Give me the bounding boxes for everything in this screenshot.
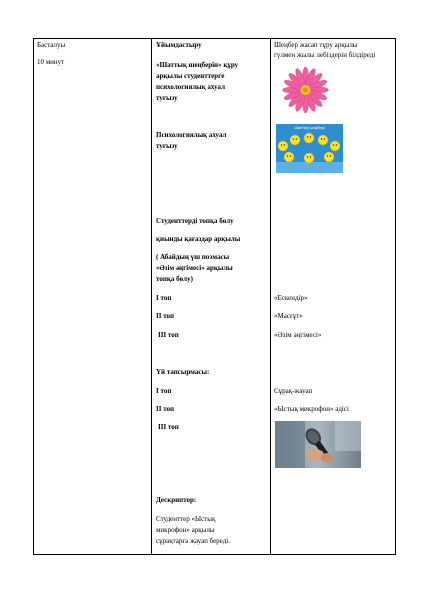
descriptor-text-3: сұрақтарға жауап береді. — [156, 537, 230, 545]
poem-name-3: «Әзім әңгімесі» — [274, 331, 322, 339]
circle-description-1: Шеңбер жасап тұру арқылы — [274, 41, 358, 49]
column-divider-2 — [270, 39, 271, 554]
descriptor-text-2: микрофон» арқылы — [156, 526, 215, 534]
stage-label: Басталуы — [37, 41, 66, 49]
microphone-photo — [275, 421, 361, 468]
flower-icon — [281, 66, 330, 114]
poem-text-1: ( Абайдың үш поэмасы — [156, 253, 230, 261]
homework-heading: Үй тапсырмасы: — [156, 368, 210, 376]
column-divider-1 — [151, 39, 152, 554]
group-3: III топ — [158, 331, 179, 339]
flower-image — [281, 66, 330, 114]
duration-label: 10 минут — [37, 58, 65, 66]
homework-group-2: II топ — [156, 405, 175, 413]
circle-description-2: гүлмен жылы лебіздерін білдіреді — [274, 51, 376, 59]
organization-heading: Ұйымдастыру — [156, 41, 202, 49]
microphone-icon — [275, 421, 361, 468]
groups-method: қиынды қағаздар арқылы — [156, 235, 241, 243]
circle-text-4: туғызу — [156, 94, 178, 102]
poem-name-2: «Масғұт» — [274, 312, 303, 320]
banner-caption: Шаттық шеңбері — [294, 125, 325, 130]
homework-group-3: III топ — [158, 423, 179, 431]
smiley-circle-icon — [276, 124, 343, 173]
groups-heading: Студенттерді топқа бөлу — [156, 217, 234, 225]
poem-text-2: «Әзім әңгімесі» арқылы — [156, 264, 233, 272]
psych-text-2: туғызу — [156, 142, 178, 150]
circle-text-1: «Шаттық шеңберін» құру — [156, 61, 239, 69]
descriptor-heading: Дескриптор: — [156, 496, 197, 504]
circle-text-2: арқылы студенттерге — [156, 72, 225, 80]
circle-text-3: психологиялық ахуал — [156, 83, 226, 91]
group-2: II топ — [156, 312, 175, 320]
poem-name-1: «Ескендір» — [274, 294, 308, 302]
qa-label: Сұрақ-жауап — [274, 387, 313, 395]
psych-text-1: Психологиялық ахуал — [156, 131, 227, 139]
homework-group-1: I топ — [156, 387, 172, 395]
group-1: I топ — [156, 294, 172, 302]
smiley-banner-image — [276, 124, 343, 173]
poem-text-3: топқа бөлу) — [156, 275, 193, 283]
hot-mic-label: «Ыстық микрофон» әдісі — [274, 405, 349, 413]
descriptor-text-1: Студенттер «Ыстық — [156, 515, 216, 523]
lesson-table — [33, 38, 396, 555]
